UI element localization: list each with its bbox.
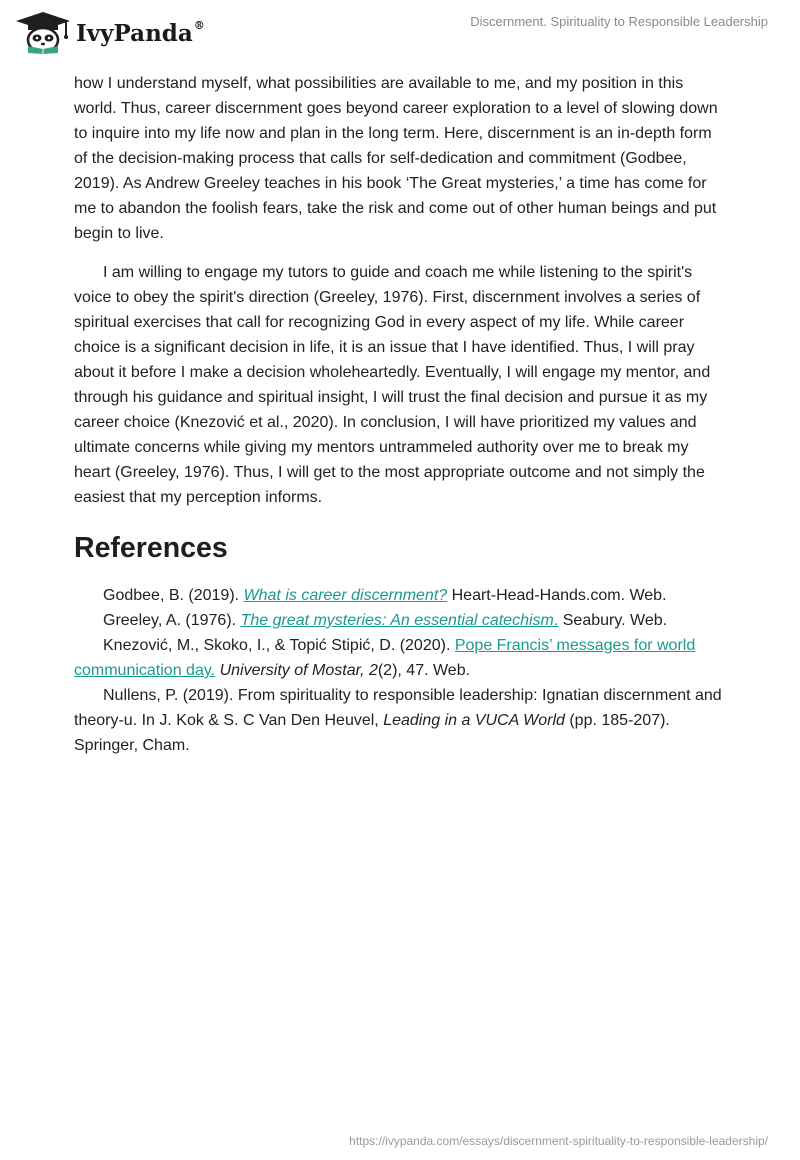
site-logo[interactable] [14, 10, 205, 54]
reference-link-dot: . [553, 612, 559, 629]
panda-mascot-icon [14, 10, 72, 54]
references-heading: References [74, 532, 228, 564]
reference-text: Nullens, P. (2019). From spirituality to responsible leadership: Ignatian discernment and theory-u. In J. Kok & S. C Van Den Heuvel, [74, 687, 722, 729]
reference-item [74, 683, 726, 758]
reference-journal: University of Mostar, 2 [219, 662, 378, 679]
body-paragraph: how I understand myself, what possibilities are available to me, and my position in this world. Thus, career discernment goes beyond career exploration to a level of slowing down to inquire into my life now and plan in the long term. Here, discernment is an in-depth form of the decision-making process that calls for self-dedication and commitment (Godbee, 2019). As Andrew Greeley teaches in his book ‘The Great mysteries,’ a time has come for me to abandon the foolish fears, take the risk and come out of other human beings and put begin to live. [74, 75, 718, 242]
reference-text: Seabury. Web. [558, 612, 668, 629]
essay-content [74, 71, 726, 758]
reference-item [74, 633, 726, 683]
reference-text: (2), 47. Web. [377, 662, 471, 679]
reference-text: Knezović, M., Skoko, I., & Topić Stipić, D. (2020). [103, 637, 455, 654]
registered-mark: ® [193, 19, 205, 32]
reference-link-title: The great mysteries: An essential catechism [240, 612, 554, 629]
reference-text: Greeley, A. (1976). [103, 612, 241, 629]
reference-item [74, 608, 726, 633]
page-url: https://ivypanda.com/essays/discernment-spirituality-to-responsible-leadership/ [349, 1134, 768, 1148]
reference-text: (pp. 185-207). Springer, Cham. [74, 712, 670, 754]
reference-text: Heart-Head-Hands.com. Web. [447, 587, 667, 604]
reference-book: Leading in a VUCA World [383, 712, 565, 729]
logo-wordmark [76, 19, 205, 47]
reference-text: Godbee, B. (2019). [103, 587, 244, 604]
reference-item [74, 583, 726, 608]
reference-link[interactable]: Pope Francis’ messages for world communication day. [74, 637, 696, 679]
reference-link[interactable]: What is career discernment? [243, 587, 448, 604]
document-title: Discernment. Spirituality to Responsible Leadership [470, 14, 768, 29]
logo-text: IvyPanda [76, 20, 193, 47]
body-paragraph: I am willing to engage my tutors to guide and coach me while listening to the spirit's voice to obey the spirit's direction (Greeley, 1976). First, discernment involves a series of spiritual exercises that call for recognizing God in every aspect of my life. While career choice is a significant decision in life, it is an issue that I have identified. Thus, I will pray about it before I make a decision wholeheartedly. Eventually, I will engage my mentor, and through his guidance and spiritual insight, I will trust the final decision and pursue it as my career choice (Knezović et al., 2020). In conclusion, I will have prioritized my values and ultimate concerns while giving my mentors untrammeled authority over me to break my heart (Greeley, 1976). Thus, I will get to the most appropriate outcome and not simply the easiest that my perception informs. [74, 264, 711, 506]
reference-link[interactable] [241, 612, 559, 629]
